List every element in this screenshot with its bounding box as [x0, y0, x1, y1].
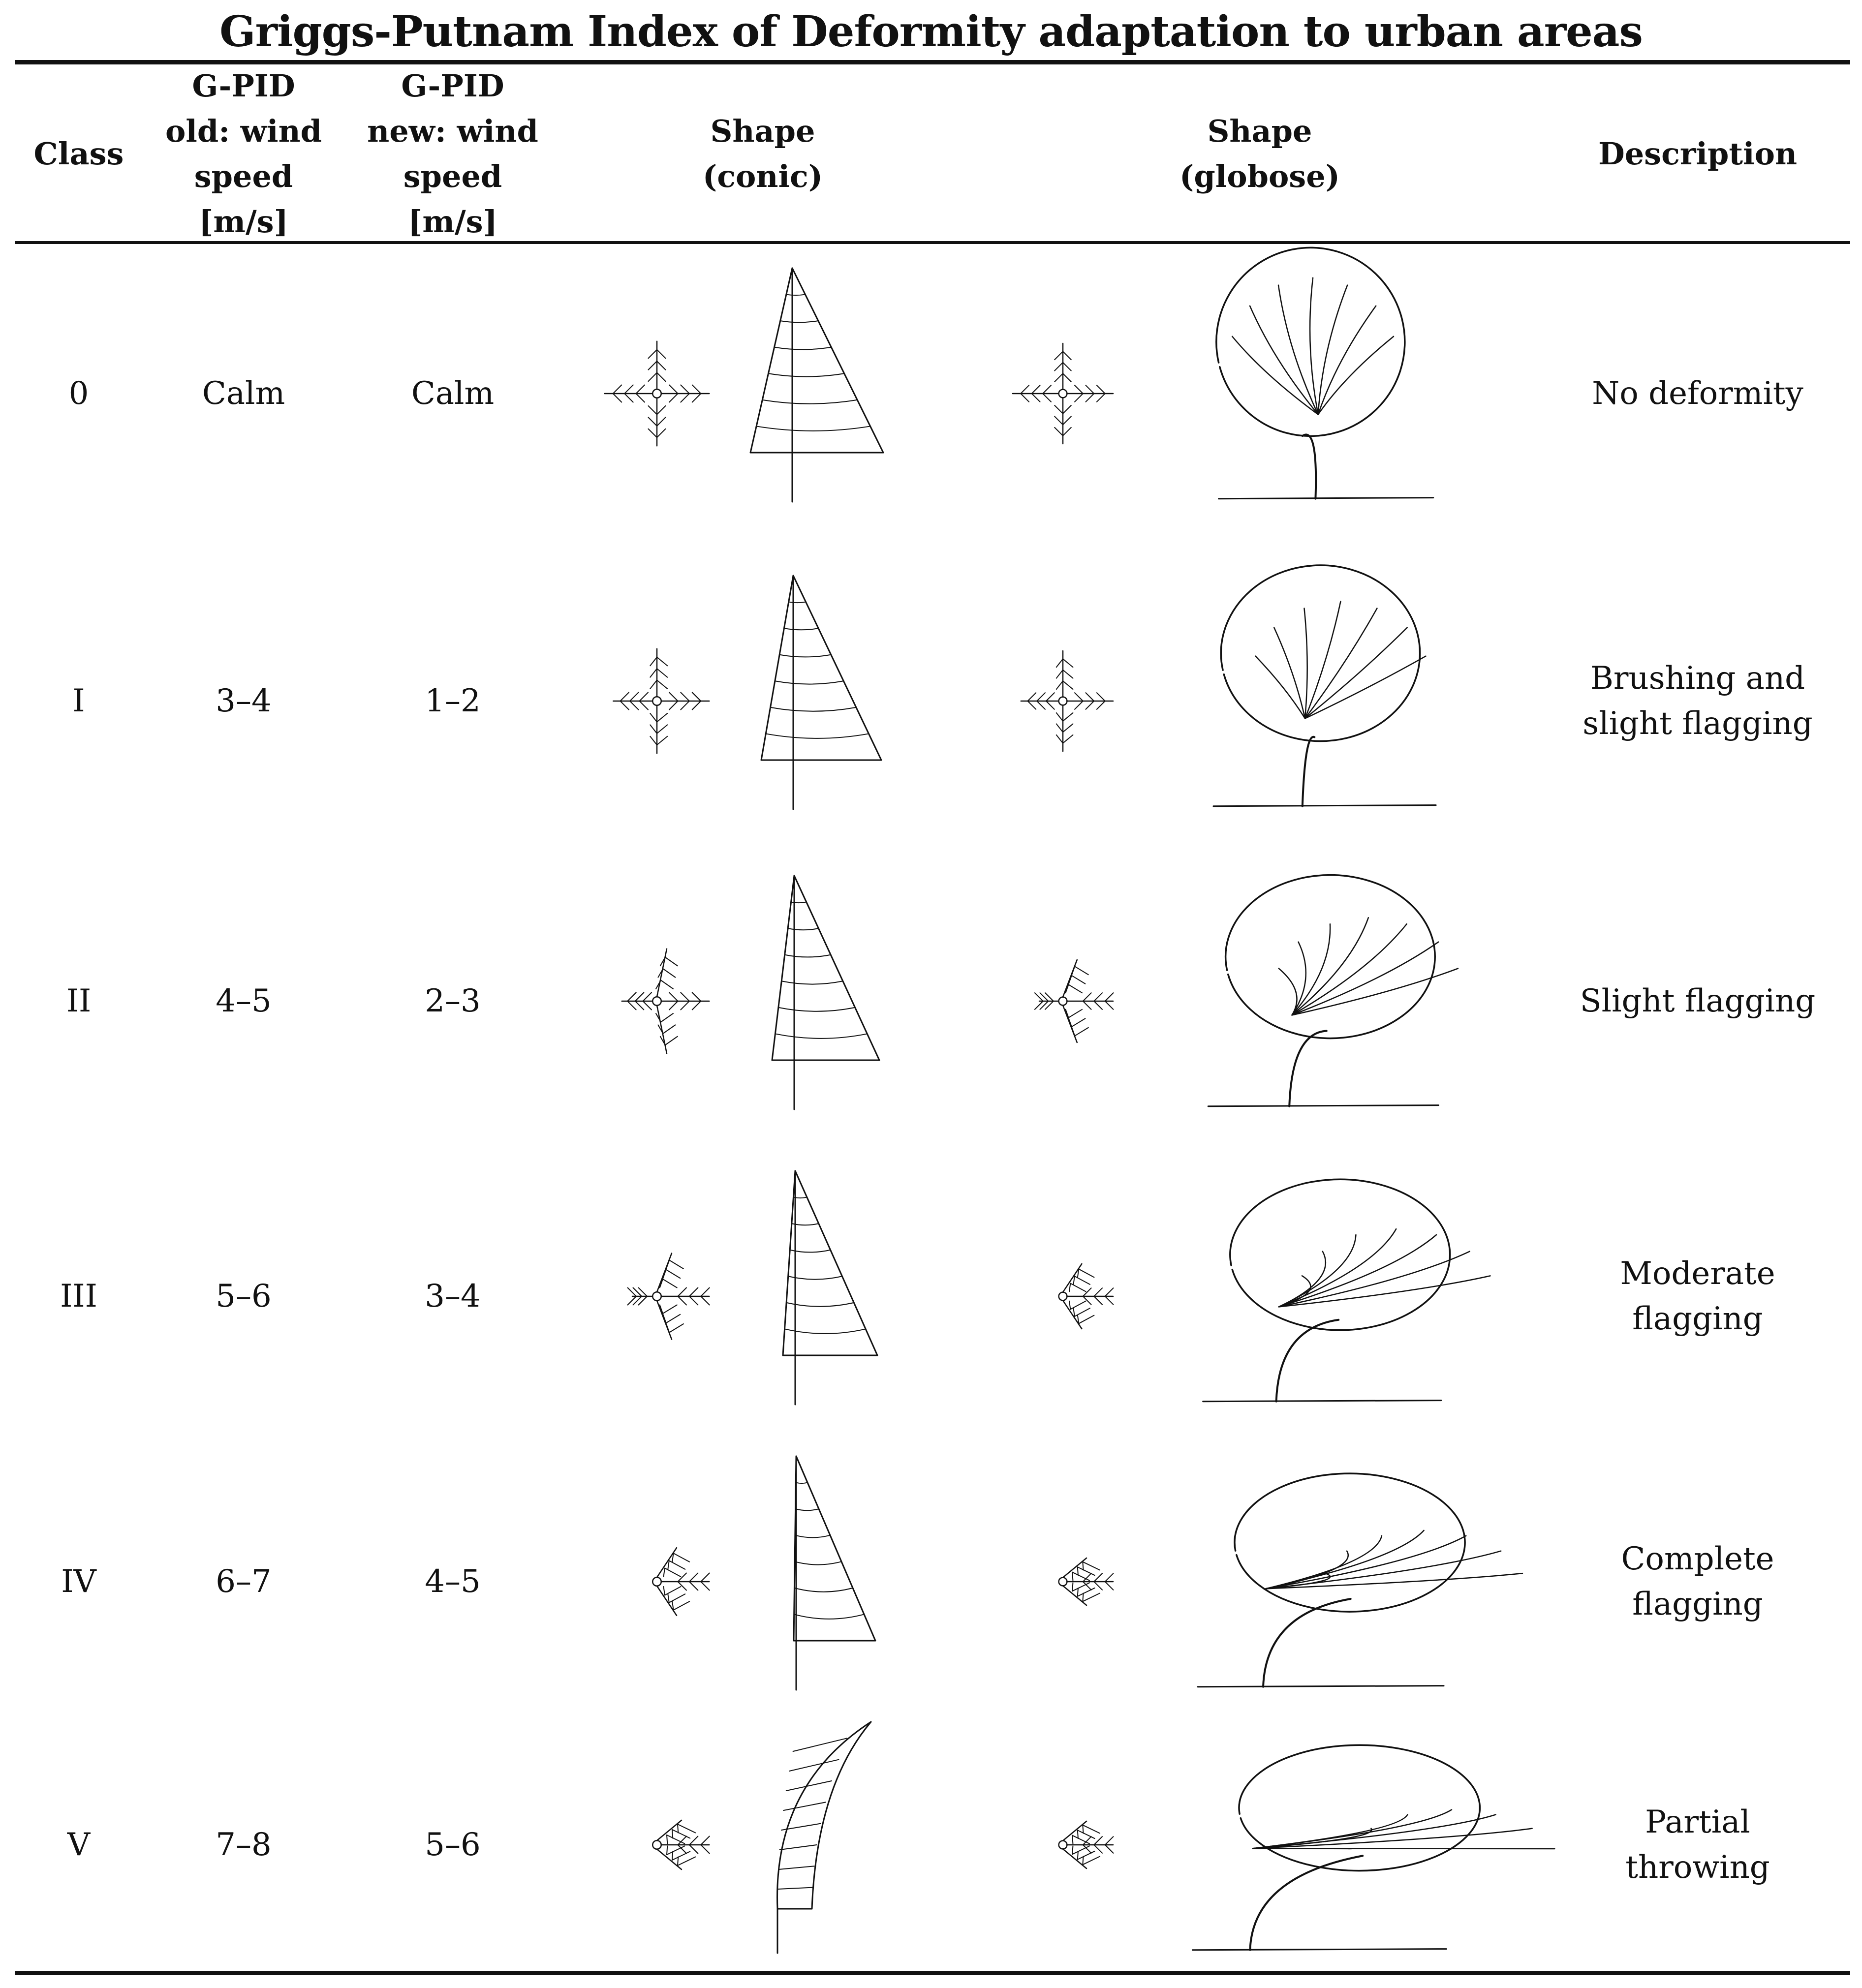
description-cell: Brushing and slight flagging — [1583, 660, 1813, 742]
new-speed-cell: 2–3 — [425, 983, 481, 1019]
new-speed-cell: 1–2 — [425, 683, 481, 719]
globose-tree-icon — [1161, 1714, 1496, 1960]
description-cell: Partial throwing — [1625, 1804, 1770, 1886]
description-cell: Moderate flagging — [1620, 1255, 1775, 1337]
header-shape-globose: Shape (globose) — [1179, 113, 1340, 194]
conic-top-view-icon — [595, 1783, 718, 1906]
globose-top-view-icon — [1004, 1786, 1122, 1904]
conic-top-view-icon — [595, 1520, 718, 1643]
globose-top-view-icon — [1004, 942, 1122, 1060]
globose-tree-icon — [1161, 263, 1496, 509]
header-description: Description — [1598, 135, 1798, 172]
globose-tree-icon — [1161, 1166, 1496, 1412]
old-speed-cell: 6–7 — [216, 1563, 272, 1600]
header-old-speed: G-PID old: wind speed [m/s] — [165, 67, 322, 240]
header-shape-conic: Shape (conic) — [702, 113, 823, 194]
old-speed-cell: 4–5 — [216, 983, 272, 1019]
class-cell: 0 — [68, 375, 89, 412]
new-speed-cell: Calm — [411, 375, 495, 412]
globose-top-view-icon — [1004, 1523, 1122, 1641]
conic-top-view-icon — [595, 940, 718, 1063]
old-speed-cell: Calm — [202, 375, 285, 412]
conic-tree-icon — [733, 1449, 900, 1695]
header-new-speed: G-PID new: wind speed [m/s] — [367, 67, 538, 240]
globose-tree-icon — [1161, 871, 1496, 1117]
class-cell: I — [72, 683, 85, 719]
new-speed-cell: 4–5 — [425, 1563, 481, 1600]
conic-tree-icon — [733, 1712, 900, 1958]
conic-top-view-icon — [595, 332, 718, 455]
new-speed-cell: 3–4 — [425, 1278, 481, 1315]
globose-tree-icon — [1161, 571, 1496, 817]
conic-top-view-icon — [595, 1235, 718, 1358]
description-cell: Complete flagging — [1621, 1541, 1774, 1622]
header-class: Class — [33, 135, 124, 172]
class-cell: IV — [61, 1563, 96, 1600]
table-title: Griggs-Putnam Index of Deformity adaptation to urban areas — [219, 7, 1643, 57]
conic-tree-icon — [733, 1163, 900, 1409]
conic-tree-icon — [733, 261, 900, 507]
description-cell: Slight flagging — [1580, 983, 1816, 1019]
description-cell: No deformity — [1592, 375, 1803, 412]
globose-top-view-icon — [1004, 1237, 1122, 1355]
new-speed-cell: 5–6 — [425, 1827, 481, 1863]
class-cell: V — [67, 1827, 91, 1863]
globose-tree-icon — [1161, 1451, 1496, 1697]
old-speed-cell: 3–4 — [216, 683, 272, 719]
conic-tree-icon — [733, 568, 900, 814]
old-speed-cell: 7–8 — [216, 1827, 272, 1863]
conic-top-view-icon — [595, 640, 718, 763]
class-cell: III — [60, 1278, 97, 1315]
globose-top-view-icon — [1004, 642, 1122, 760]
class-cell: II — [66, 983, 92, 1019]
old-speed-cell: 5–6 — [216, 1278, 272, 1315]
conic-tree-icon — [733, 868, 900, 1114]
globose-top-view-icon — [1004, 335, 1122, 453]
